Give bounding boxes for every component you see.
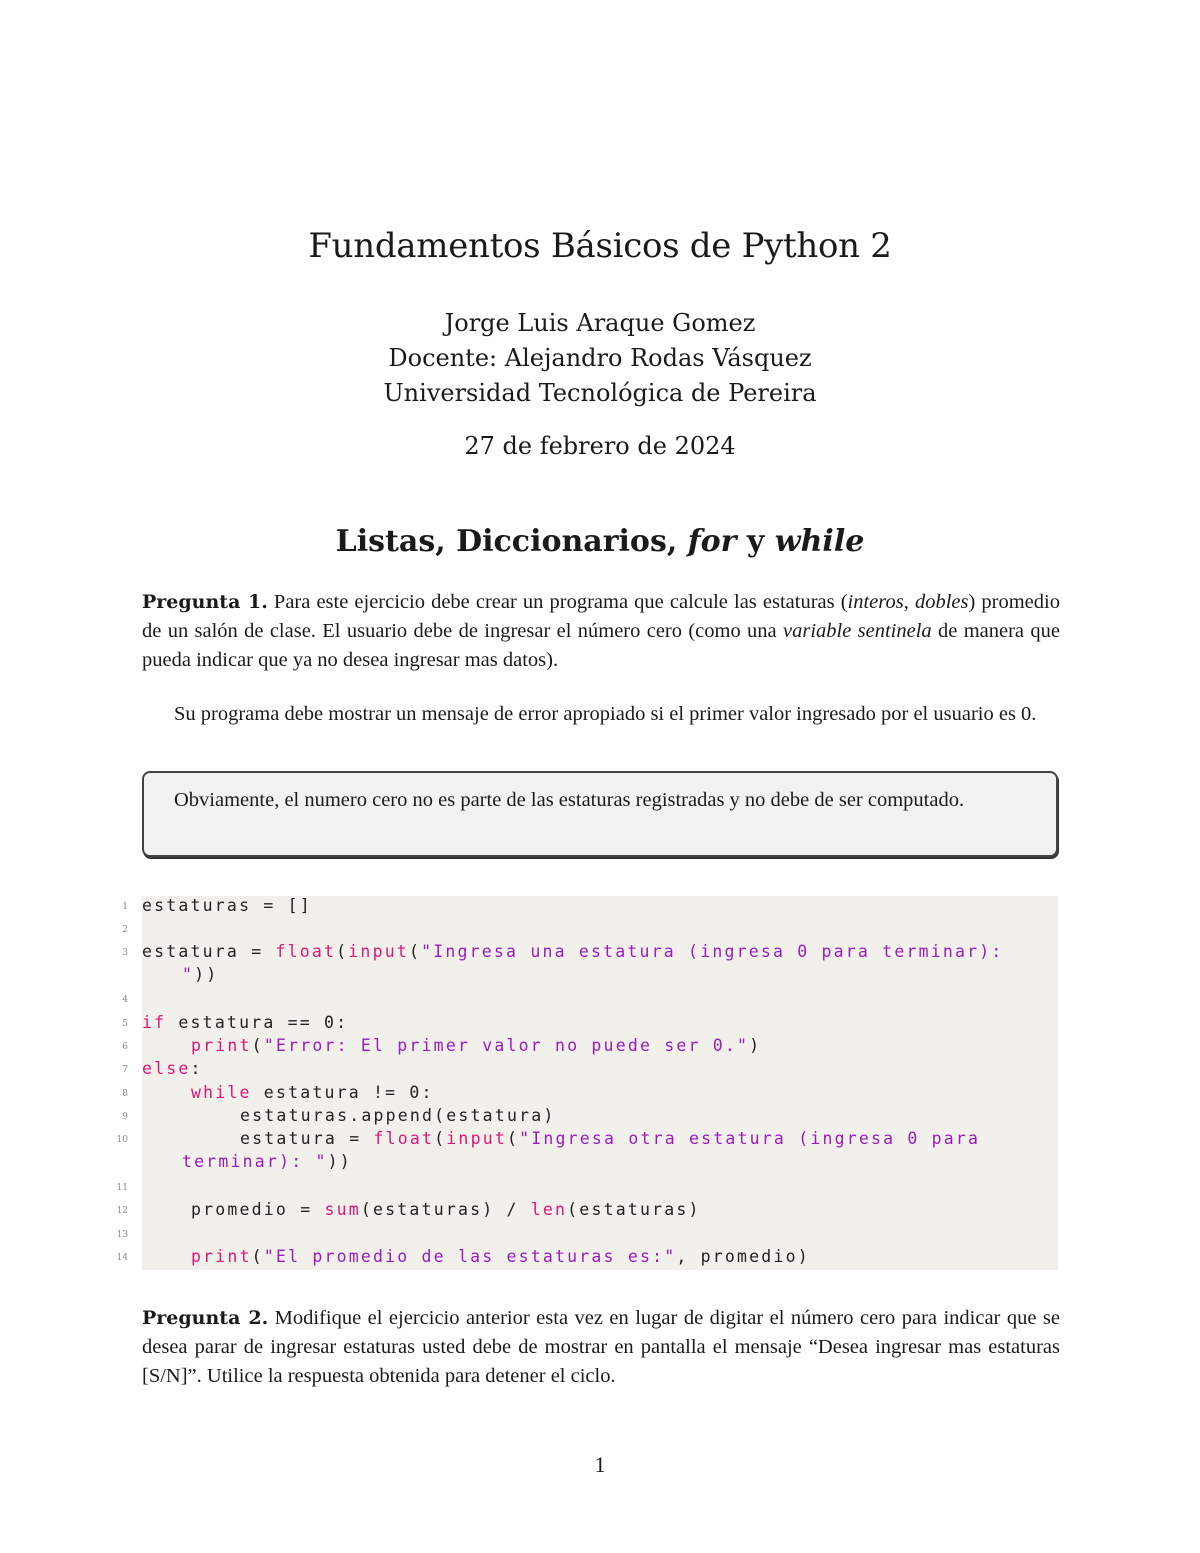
code-line <box>116 1247 810 1270</box>
question-2-paragraph <box>142 1304 1060 1391</box>
code-keyword: input <box>348 942 409 961</box>
code-text: : <box>190 1059 203 1078</box>
page-number: 1 <box>594 1452 606 1477</box>
code-keyword: len <box>530 1200 568 1219</box>
line-number: 4 <box>122 995 128 1005</box>
line-number: 3 <box>122 948 128 958</box>
question-1-paragraph-2: Su programa debe mostrar un mensaje de error apropiado si el primer valor ingresado por el usuario es 0. <box>174 703 1037 725</box>
code-text: ( <box>434 1129 447 1148</box>
code-text: )) <box>327 1152 352 1171</box>
code-text: )) <box>194 965 219 984</box>
author-block <box>0 306 1200 411</box>
code-string: "Ingresa otra estatura (ingresa 0 para <box>519 1129 981 1148</box>
question-1-text: de manera que pueda indicar que ya no desea ingresar mas datos). <box>142 620 1060 671</box>
code-text: ( <box>506 1129 520 1148</box>
code-line <box>116 1200 701 1223</box>
code-text: estatura = <box>142 942 276 961</box>
question-1-label: Pregunta 1. <box>142 591 268 613</box>
code-line <box>122 1083 434 1106</box>
section-title <box>0 524 1200 559</box>
code-text: ( <box>408 942 422 961</box>
code-text: (estaturas) / <box>360 1200 531 1219</box>
code-line <box>122 896 312 919</box>
code-keyword: sum <box>324 1200 361 1219</box>
author-name: Jorge Luis Araque Gomez <box>444 309 756 337</box>
code-line <box>122 1013 349 1036</box>
code-text: ( <box>336 942 349 961</box>
code-line <box>122 1106 556 1129</box>
section-title-and: y <box>736 524 775 559</box>
section-title-while: while <box>774 524 865 559</box>
section-title-text: Listas, Diccionarios, <box>335 524 688 559</box>
code-text: estatura != 0: <box>251 1083 434 1102</box>
line-number: 13 <box>116 1230 128 1240</box>
section-title-for: for <box>687 524 737 559</box>
line-number: 14 <box>116 1253 128 1263</box>
document-date: 27 de febrero de 2024 <box>464 432 736 460</box>
code-string: " <box>182 965 195 984</box>
code-text: promedio = <box>191 1200 325 1219</box>
line-number: 12 <box>116 1206 128 1216</box>
line-number: 1 <box>122 902 128 912</box>
code-string: "Ingresa una estatura (ingresa 0 para terminar): <box>421 942 1004 961</box>
line-number: 5 <box>122 1019 128 1029</box>
code-block <box>116 896 1058 1270</box>
code-text: estaturas.append(estatura) <box>240 1106 556 1125</box>
code-text: (estaturas) <box>567 1200 701 1219</box>
document-title: Fundamentos Básicos de Python 2 <box>308 226 892 266</box>
line-number: 2 <box>122 925 128 935</box>
question-1-paragraph <box>142 588 1060 675</box>
code-line <box>122 1036 762 1059</box>
code-string: terminar): " <box>182 1152 328 1171</box>
code-keyword: float <box>373 1129 435 1148</box>
question-1-text: Para este ejercicio debe crear un programa que calcule las estaturas ( <box>267 591 848 613</box>
code-text: ( <box>251 1247 264 1266</box>
code-keyword: while <box>191 1083 252 1102</box>
line-number: 8 <box>122 1089 128 1099</box>
question-2-label: Pregunta 2. <box>142 1307 269 1329</box>
code-line-wrap <box>182 1152 352 1175</box>
question-1-italic: interos, dobles <box>847 591 969 613</box>
teacher-name: Docente: Alejandro Rodas Vásquez <box>388 344 812 372</box>
question-1-text: ) promedio de un salón de clase. El usuario debe de ingresar el número cero (como una <box>142 591 1060 642</box>
code-keyword: print <box>191 1247 252 1266</box>
line-number: 11 <box>116 1183 128 1193</box>
question-2-text: Modifique el ejercicio anterior esta vez en lugar de digitar el número cero para indicar que se desea parar de ingresar estaturas usted debe de mostrar en pantalla el mensaje “Desea ingresar mas estaturas [S/N]”. Utilice la respuesta obtenida para detener el ciclo. <box>142 1307 1060 1387</box>
code-keyword: if <box>142 1013 167 1032</box>
code-text: estatura == 0: <box>166 1013 349 1032</box>
code-keyword: else <box>142 1059 191 1078</box>
line-number: 7 <box>122 1065 128 1075</box>
code-text: ( <box>251 1036 264 1055</box>
code-line <box>122 942 1004 965</box>
question-1-italic: variable sentinela <box>783 620 932 642</box>
code-text: ) <box>749 1036 762 1055</box>
line-number: 9 <box>122 1112 128 1122</box>
code-keyword: print <box>191 1036 252 1055</box>
note-box <box>142 771 1058 857</box>
code-text: estaturas = [] <box>142 896 312 915</box>
line-number: 10 <box>116 1135 128 1145</box>
code-string: "Error: El primer valor no puede ser 0." <box>263 1036 750 1055</box>
code-text: , promedio) <box>676 1247 810 1266</box>
code-line <box>122 1059 203 1082</box>
code-string: "El promedio de las estaturas es:" <box>263 1247 677 1266</box>
line-number: 6 <box>122 1042 128 1052</box>
code-text: estatura = <box>240 1129 374 1148</box>
code-keyword: input <box>446 1129 507 1148</box>
university-name: Universidad Tecnológica de Pereira <box>383 379 817 407</box>
code-keyword: float <box>275 942 337 961</box>
code-line-wrap <box>182 965 218 988</box>
code-line <box>116 1129 981 1152</box>
note-text: Obviamente, el numero cero no es parte de las estaturas registradas y no debe de ser computado. <box>174 789 965 811</box>
